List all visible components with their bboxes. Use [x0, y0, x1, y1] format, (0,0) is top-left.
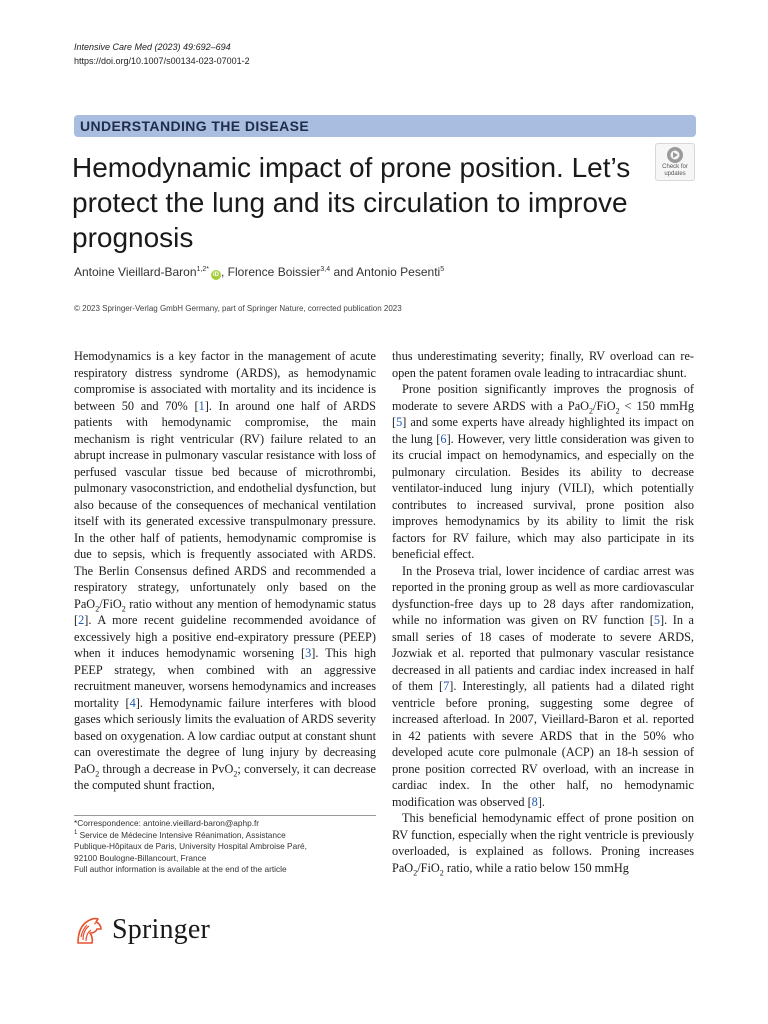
citation-link[interactable]: 2	[78, 613, 85, 627]
journal-header	[74, 40, 250, 68]
correspondence-note[interactable]: *Correspondence: antoine.vieillard-baron@aphp.fr	[74, 818, 260, 828]
check-badge-line1: Check for	[662, 164, 688, 170]
author-affiliation-sup: 1,2*	[196, 266, 209, 273]
body-column-left	[74, 348, 376, 794]
check-for-updates-badge[interactable]	[655, 143, 695, 181]
footnotes	[74, 815, 376, 876]
publisher-wordmark: Springer	[112, 914, 211, 945]
citation-link[interactable]: 3	[305, 646, 312, 660]
check-badge-line2: updates	[664, 171, 686, 177]
author-name[interactable]: Antoine Vieillard-Baron	[74, 265, 197, 279]
citation-link[interactable]: 5	[653, 613, 660, 627]
section-banner: UNDERSTANDING THE DISEASE	[74, 115, 696, 137]
author-affiliation-sup: 3,4	[320, 266, 331, 273]
citation-link[interactable]: 8	[531, 794, 538, 809]
check-updates-icon	[666, 146, 684, 164]
body-paragraph: This beneficial hemodynamic effect of prone position on RV function, especially when the right ventricle is previously overloaded, is explained as follows. Proning increases PaO$_2$/FiO$_2$ ratio, while a ratio below 150 mmHg	[392, 811, 694, 877]
affiliation-note-line: 92100 Boulogne-Billancourt, France	[74, 852, 207, 863]
citation-link[interactable]: 6	[440, 431, 447, 446]
author-separator: ,	[221, 265, 228, 279]
author-separator: and	[330, 265, 357, 279]
copyright-notice: © 2023 Springer-Verlag GmbH Germany, part of Springer Nature, corrected publication 2023	[74, 304, 402, 313]
article-title: Hemodynamic impact of prone position. Let’s protect the lung and its circulation to improve prognosis	[72, 152, 631, 253]
body-paragraph: In the Proseva trial, lower incidence of cardiac arrest was reported in the proning group as well as more cardiovascular dysfunction-free days up to 28 days after randomization, while no information was given on RV function [5]. In a small series of 18 cases of moderate to severe ARDS, Jozwiak et al. reported that pulmonary vascular resistance decreased in all patients and cardiac index increased in half of them [7]. Interestingly, all patients had a dilated right ventricle before proning, suggesting some degree of increased afterload. In 2007, Vieillard-Baron et al. reported in 42 patients with severe ARDS that in the 50% who developed acute core pulmonale (ACP) an 18-h session of prone position corrected RV overload, with an increase in cardiac index. In the other half, no hemodynamic modification was observed [8].	[392, 563, 694, 809]
citation-link[interactable]: 5	[396, 415, 403, 429]
citation-link[interactable]: 4	[129, 695, 136, 710]
body-column-right	[392, 348, 694, 876]
orcid-icon[interactable]: iD	[213, 272, 219, 278]
body-paragraph: thus underestimating severity; finally, RV overload can re-open the patent foramen ovale leading to intracardiac shunt.	[392, 349, 694, 380]
springer-horse-icon	[72, 913, 106, 947]
author-affiliation-sup: 5	[440, 266, 445, 273]
affiliation-note: $^1$ Service de Médecine Intensive Réanimation, Assistance	[74, 829, 286, 840]
body-paragraph: Hemodynamics is a key factor in the management of acute respiratory distress syndrome (ARDS), as hemodynamic compromise is associated with mortality and its incidence is between 50 and 70% [1]. In around one half of ARDS patients with hemodynamic compromise, the main mechanism is right ventricular (RV) failure related to an abrupt increase in pulmonary vascular resistance with loss of perfused vascular tissue bed because of microthrombi, pulmonary vasoconstriction, and endothelial dysfunction, but also because of the consequences of mechanical ventilation itself with its generated excessive transpulmonary pressure. In the other half of patients, hemodynamic compromise is due to sepsis, which is frequently associated with ARDS. The Berlin Consensus defined ARDS and recommended a respiratory strategy, unfortunately only based on the PaO$_2$/FiO$_2$ ratio without any mention of hemodynamic status [2]. A more recent guideline recommended avoidance of excessively high a positive end-expiratory pressure (PEEP) when it induces hemodynamic worsening [3]. This high PEEP strategy, when combined with an aggressive recruitment maneuver, worsens hemodynamics and increases mortality [4]. Hemodynamic failure interferes with blood gases which seriously limits the evaluation of ARDS severity based on oxygenation. A low cardiac output at constant shunt can overestimate the degree of lung injury by decreasing PaO$_2$ through a decrease in PvO$_2$; conversely, it can decrease the computed shunt fraction,	[74, 349, 377, 792]
author-list	[74, 264, 444, 280]
affiliation-note-line: Publique-Hôpitaux de Paris, University Hospital Ambroise Paré,	[74, 841, 307, 851]
citation-link[interactable]: 1	[198, 398, 205, 413]
body-paragraph: Prone position significantly improves the prognosis of moderate to severe ARDS with a PaO$_2$/FiO$_2$ < 150 mmHg [5] and some experts have already highlighted its impact on the lung [6]. However, very little consideration was given to its crucial impact on hemodynamics, and especially on the pulmonary circulation. Besides its ability to decrease ventilator-induced lung injury (VILI), which potentially contributes to increased survival, prone position also improves hemodynamics by its ability to limit the risk factors for RV failure, which may also participate in its beneficial effect.	[392, 382, 695, 561]
author-info-note: Full author information is available at the end of the article	[74, 864, 287, 874]
citation-link[interactable]: 7	[443, 679, 450, 693]
publisher-logo	[72, 908, 210, 952]
author-name[interactable]: Antonio Pesenti	[356, 265, 441, 279]
doi-link[interactable]: https://doi.org/10.1007/s00134-023-07001-2	[74, 56, 250, 66]
journal-citation: Intensive Care Med (2023) 49:692–694	[74, 42, 231, 52]
author-name[interactable]: Florence Boissier	[227, 265, 321, 279]
